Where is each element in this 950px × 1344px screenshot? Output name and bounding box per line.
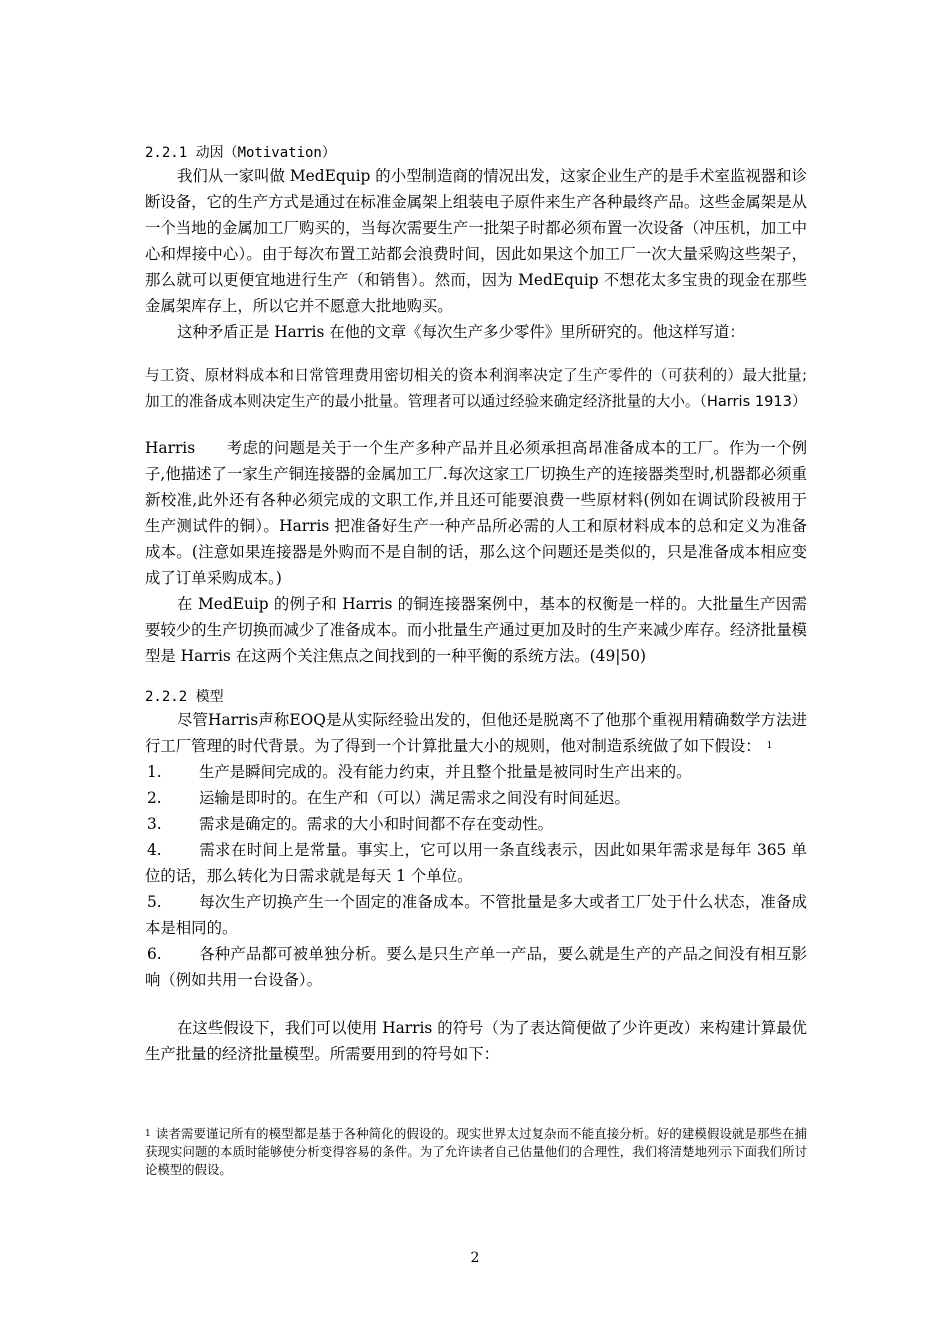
paragraph-harris-intro: 这种矛盾正是 Harris 在他的文章《每次生产多少零件》里所研究的。他这样写道：	[177, 323, 745, 341]
list-number: 5.	[147, 893, 162, 911]
section-heading-model: 2.2.2 模型	[145, 689, 224, 705]
list-number: 1.	[147, 763, 162, 781]
paragraph-notation-intro: 在这些假设下，我们可以使用 Harris 的符号（为了表达简便做了少许更改）来构建计算最优生产批量的经济批量模型。所需要用到的符号如下：	[145, 1019, 807, 1063]
list-item	[145, 811, 807, 837]
list-text: 运输是即时的。在生产和（可以）满足需求之间没有时间延迟。	[199, 789, 630, 807]
list-item	[145, 759, 807, 785]
list-number: 2.	[147, 789, 162, 807]
footnote	[145, 1125, 807, 1179]
block-quote-harris: 与工资、原材料成本和日常管理费用密切相关的资本利润率决定了生产零件的（可获利的）最大批量; 加工的准备成本则决定生产的最小批量。管理者可以通过经验来确定经济批量的大小。（Harris 1913）	[145, 367, 807, 410]
list-text: 需求是确定的。需求的大小和时间都不存在变动性。	[199, 815, 553, 833]
list-text: 需求在时间上是常量。事实上，它可以用一条直线表示，因此如果年需求是每年 365 单位的话，那么转化为日需求就是每天 1 个单位。	[145, 841, 807, 885]
footnote-text: 读者需要谨记所有的模型都是基于各种简化的假设的。现实世界太过复杂而不能直接分析。好的建模假设就是那些在捕获现实问题的本质时能够使分析变得容易的条件。为了允许读者自己估量他们的合理性，我们将清楚地列示下面我们所讨论模型的假设。	[145, 1126, 807, 1177]
list-number: 6.	[147, 945, 162, 963]
list-text: 各种产品都可被单独分析。要么是只生产单一产品，要么就是生产的产品之间没有相互影响（例如共用一台设备）。	[145, 945, 807, 989]
paragraph-harris-problem: Harris 考虑的问题是关于一个生产多种产品并且必须承担高昂准备成本的工厂。作为一个例子,他描述了一家生产铜连接器的金属加工厂.每次这家工厂切换生产的连接器类型时,机器都必须重新校准,此外还有各种必须完成的文职工作,并且还可能要浪费一些原材料(例如在调试阶段被用于生产测试件的铜）。Harris 把准备好生产一种产品所必需的人工和原材料成本的总和定义为准备成本。(注意如果连接器是外购而不是自制的话，那么这个问题还是类似的，只是准备成本相应变成了订单采购成本。)	[145, 439, 807, 587]
list-text: 生产是瞬间完成的。没有能力约束，并且整个批量是被同时生产出来的。	[199, 763, 692, 781]
footnote-reference: 1	[766, 741, 773, 751]
page-number: 2	[470, 1250, 480, 1266]
footnote-spacer	[145, 1067, 807, 1125]
paragraph-tradeoff: 在 MedEuip 的例子和 Harris 的铜连接器案例中，基本的权衡是一样的。大批量生产因需要较少的生产切换而减少了准备成本。而小批量生产通过更加及时的生产来减少库存。经济批量模型是 Harris 在这两个关注焦点之间找到的一种平衡的系统方法。(49|50)	[145, 595, 807, 665]
list-item	[145, 941, 807, 993]
paragraph-assumptions-intro	[145, 707, 807, 759]
list-number: 4.	[147, 841, 162, 859]
assumptions-intro-text: 尽管Harris声称EOQ是从实际经验出发的，但他还是脱离不了他那个重视用精确数学方法进行工厂管理的时代背景。为了得到一个计算批量大小的规则，他对制造系统做了如下假设：	[145, 711, 807, 755]
list-item	[145, 889, 807, 941]
section-heading-motivation: 2.2.1 动因（Motivation）	[145, 145, 336, 161]
assumption-list	[145, 759, 807, 993]
list-item	[145, 837, 807, 889]
spacer	[145, 993, 807, 1015]
list-item	[145, 785, 807, 811]
page-content	[145, 143, 807, 1179]
paragraph-medequip: 我们从一家叫做 MedEquip 的小型制造商的情况出发，这家企业生产的是手术室监视器和诊断设备，它的生产方式是通过在标准金属架上组装电子原件来生产各种最终产品。这些金属架是从一个当地的金属加工厂购买的，当每次需要生产一批架子时都必须布置一次设备（冲压机，加工中心和焊接中心）。由于每次布置工站都会浪费时间，因此如果这个加工厂一次大量采购这些架子，那么就可以更便宜地进行生产（和销售）。然而，因为 MedEquip 不想花太多宝贵的现金在那些金属架库存上，所以它并不愿意大批地购买。	[145, 167, 807, 315]
list-text: 每次生产切换产生一个固定的准备成本。不管批量是多大或者工厂处于什么状态，准备成本是相同的。	[145, 893, 807, 937]
footnote-mark: 1	[145, 1129, 151, 1139]
list-number: 3.	[147, 815, 162, 833]
